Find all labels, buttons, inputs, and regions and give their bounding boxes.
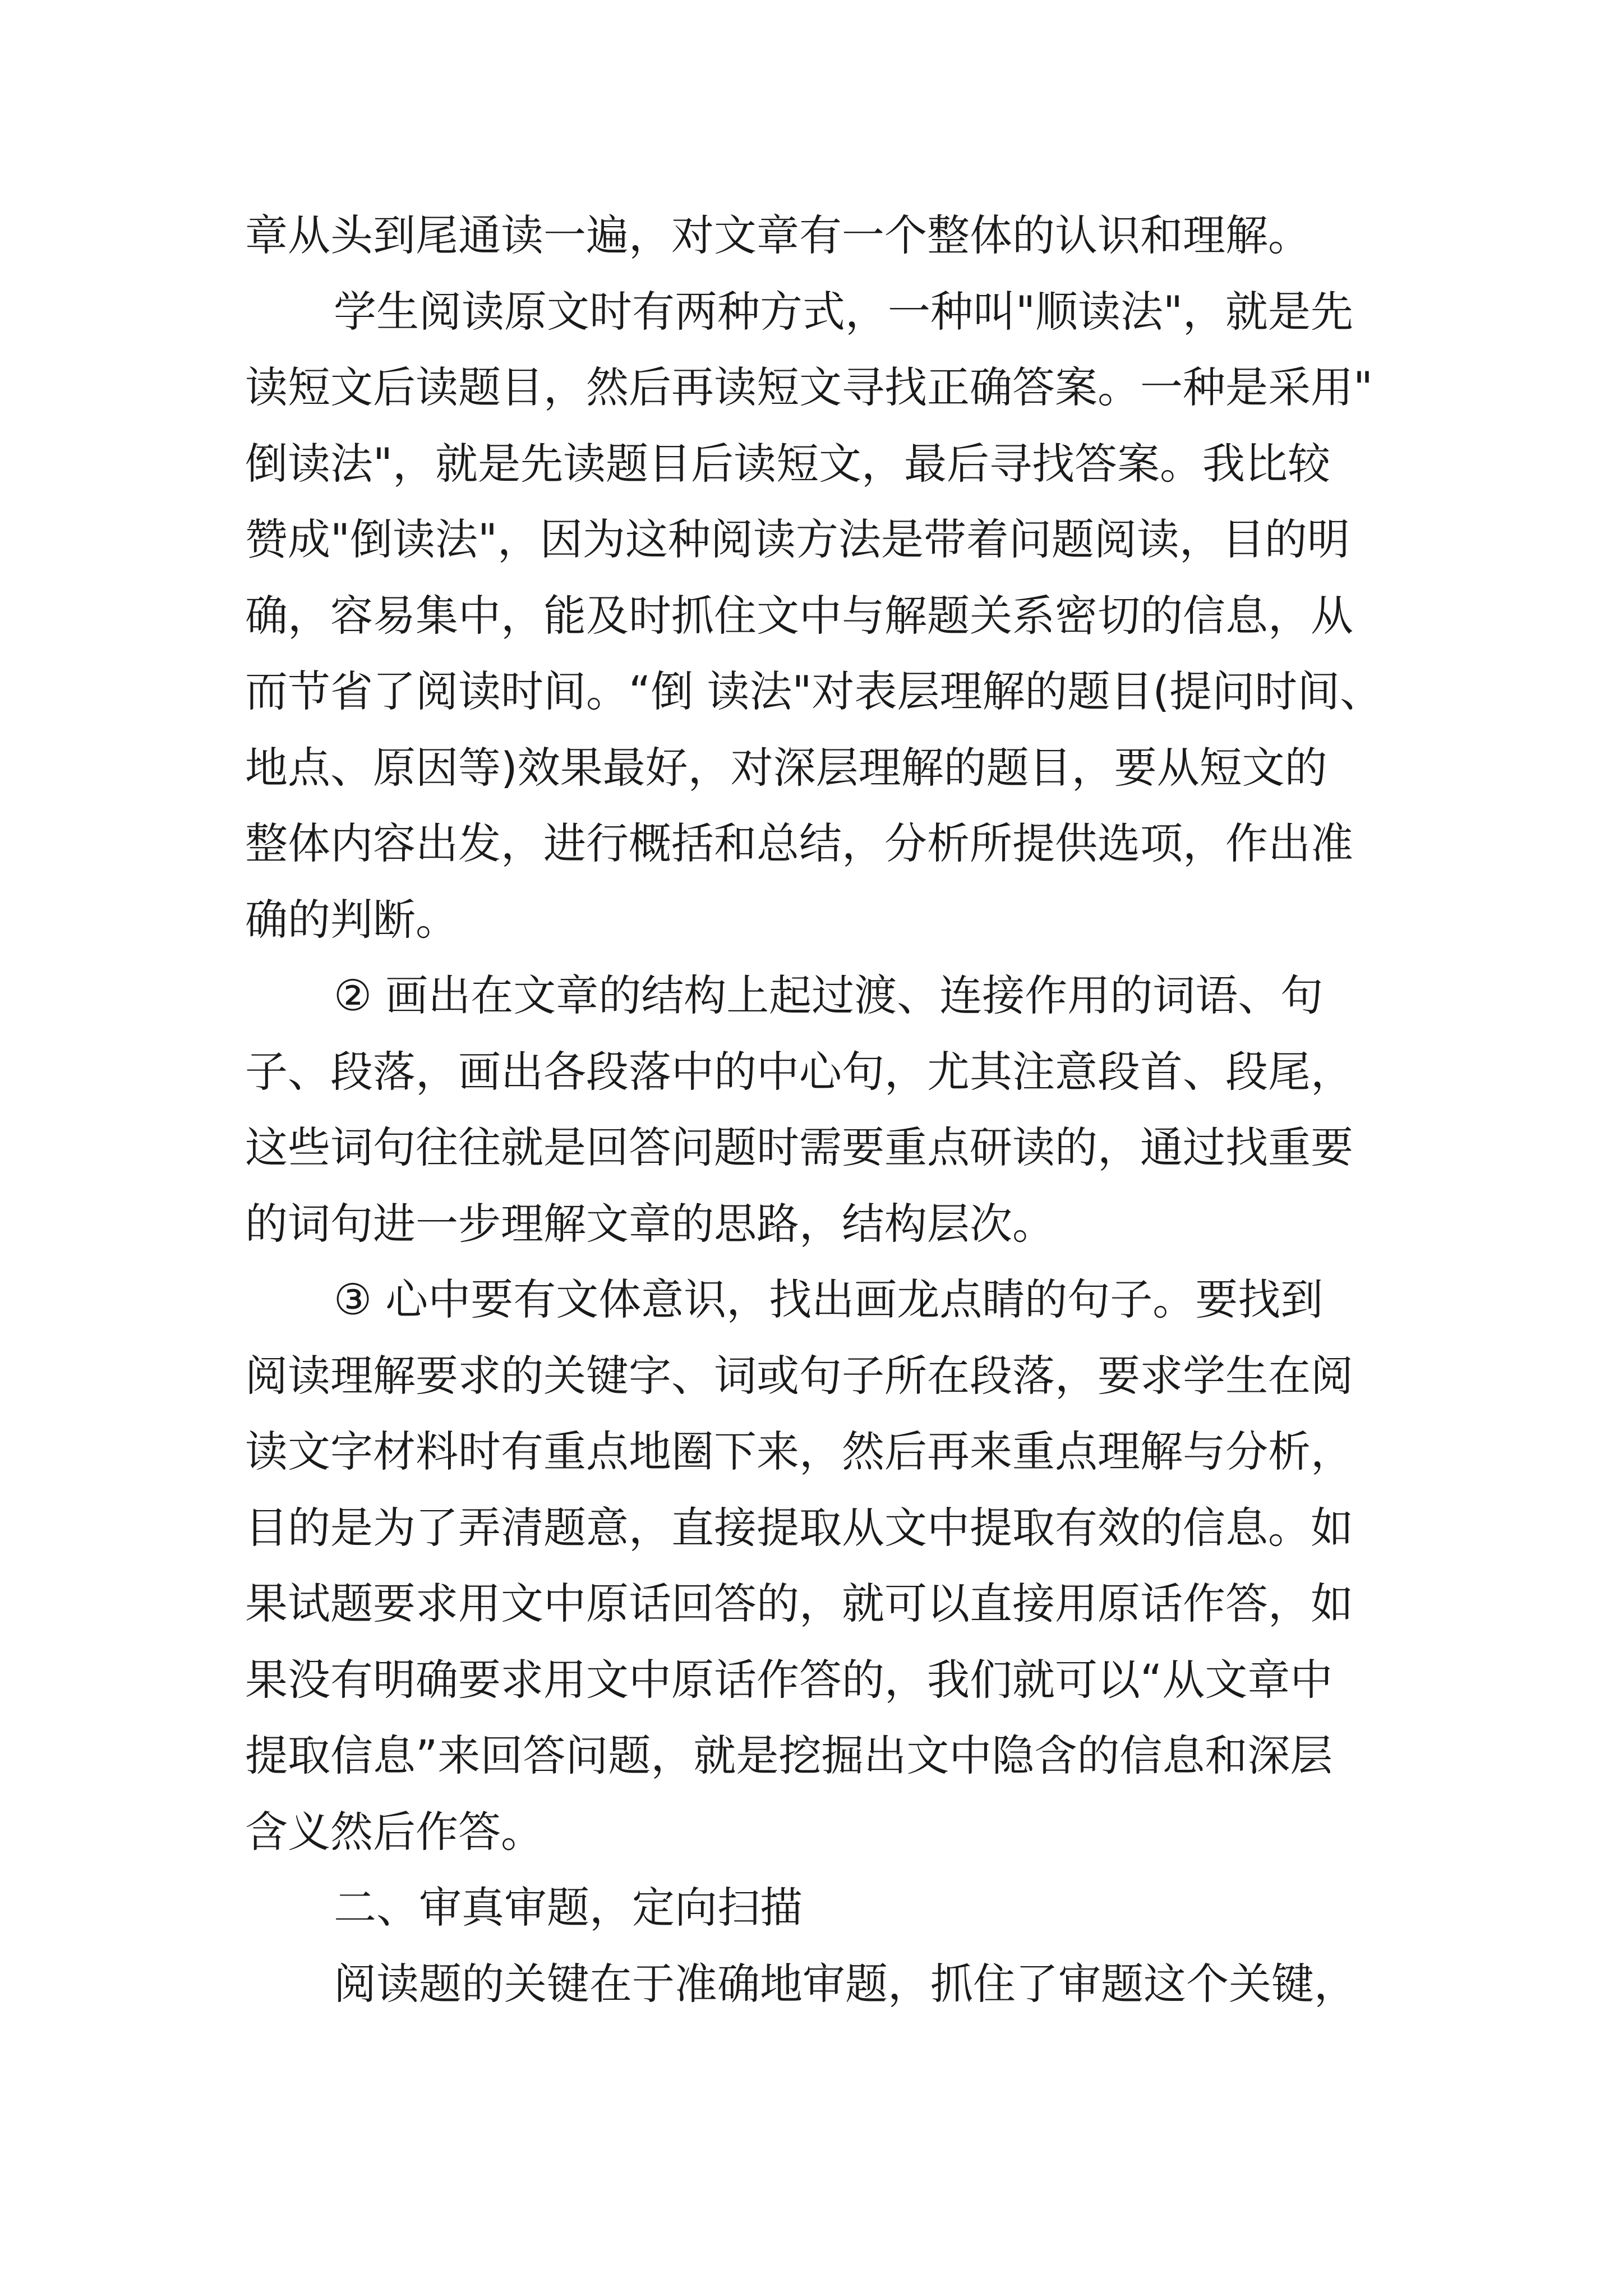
text-line: 章从头到尾通读一遍，对文章有一个整体的认识和理解。 bbox=[245, 210, 1311, 260]
section-heading bbox=[245, 1870, 1389, 1946]
text-line: 果试题要求用文中原话回答的，就可以直接用原话作答，如 bbox=[245, 1579, 1353, 1628]
text-line: 这些词句往往就是回答问题时需要重点研读的，通过找重要 bbox=[245, 1122, 1353, 1172]
text-line: 地点、原因等)效果最好，对深层理解的题目，要从短文的 bbox=[245, 742, 1327, 793]
text-line: 读文字材料时有重点地圈下来，然后再来重点理解与分析， bbox=[245, 1427, 1353, 1476]
text-line: 而节省了阅读时间。“倒 读法"对表层理解的题目(提问时间、 bbox=[245, 666, 1383, 716]
text-line: 果没有明确要求用文中原话作答的，我们就可以“从文章中 bbox=[245, 1654, 1333, 1705]
text-line: 学生阅读原文时有两种方式，一种叫"顺读法"，就是先 bbox=[334, 286, 1353, 337]
paragraph-5 bbox=[245, 1946, 1389, 2022]
document-body bbox=[245, 197, 1389, 2022]
text-line: 确的判断。 bbox=[245, 894, 458, 945]
text-line: 倒读法"，就是先读题目后读短文，最后寻找答案。我比较 bbox=[245, 438, 1330, 489]
text-line: 提取信息”来回答问题，就是挖掘出文中隐含的信息和深层 bbox=[245, 1731, 1333, 1780]
text-line: 赞成"倒读法"，因为这种阅读方法是带着问题阅读，目的明 bbox=[245, 514, 1350, 564]
text-line: 子、段落，画出各段落中的中心句，尤其注意段首、段尾， bbox=[245, 1046, 1353, 1097]
text-line: ③ 心中要有文体意识，找出画龙点睛的句子。要找到 bbox=[334, 1274, 1324, 1324]
paragraph-3 bbox=[245, 958, 1389, 1262]
text-line: 确，容易集中，能及时抓住文中与解题关系密切的信息，从 bbox=[245, 590, 1353, 641]
text-line: 的词句进一步理解文章的思路，结构层次。 bbox=[245, 1198, 1055, 1249]
paragraph-2 bbox=[245, 274, 1389, 958]
text-line: ② 画出在文章的结构上起过渡、连接作用的词语、句 bbox=[334, 970, 1324, 1020]
text-line: 阅读题的关键在于准确地审题，抓住了审题这个关键， bbox=[334, 1958, 1357, 2009]
text-line: 目的是为了弄清题意，直接提取从文中提取有效的信息。如 bbox=[245, 1502, 1353, 1553]
text-line: 阅读理解要求的关键字、词或句子所在段落，要求学生在阅 bbox=[245, 1350, 1353, 1401]
text-line: 整体内容出发，进行概括和总结，分析所提供选项，作出准 bbox=[245, 818, 1353, 868]
paragraph-4 bbox=[245, 1262, 1389, 1870]
paragraph-1 bbox=[245, 197, 1389, 274]
text-line: 读短文后读题目，然后再读短文寻找正确答案。一种是采用" bbox=[245, 362, 1373, 412]
text-line: 含义然后作答。 bbox=[245, 1806, 543, 1857]
heading-text: 二、审真审题，定向扫描 bbox=[334, 1883, 803, 1932]
